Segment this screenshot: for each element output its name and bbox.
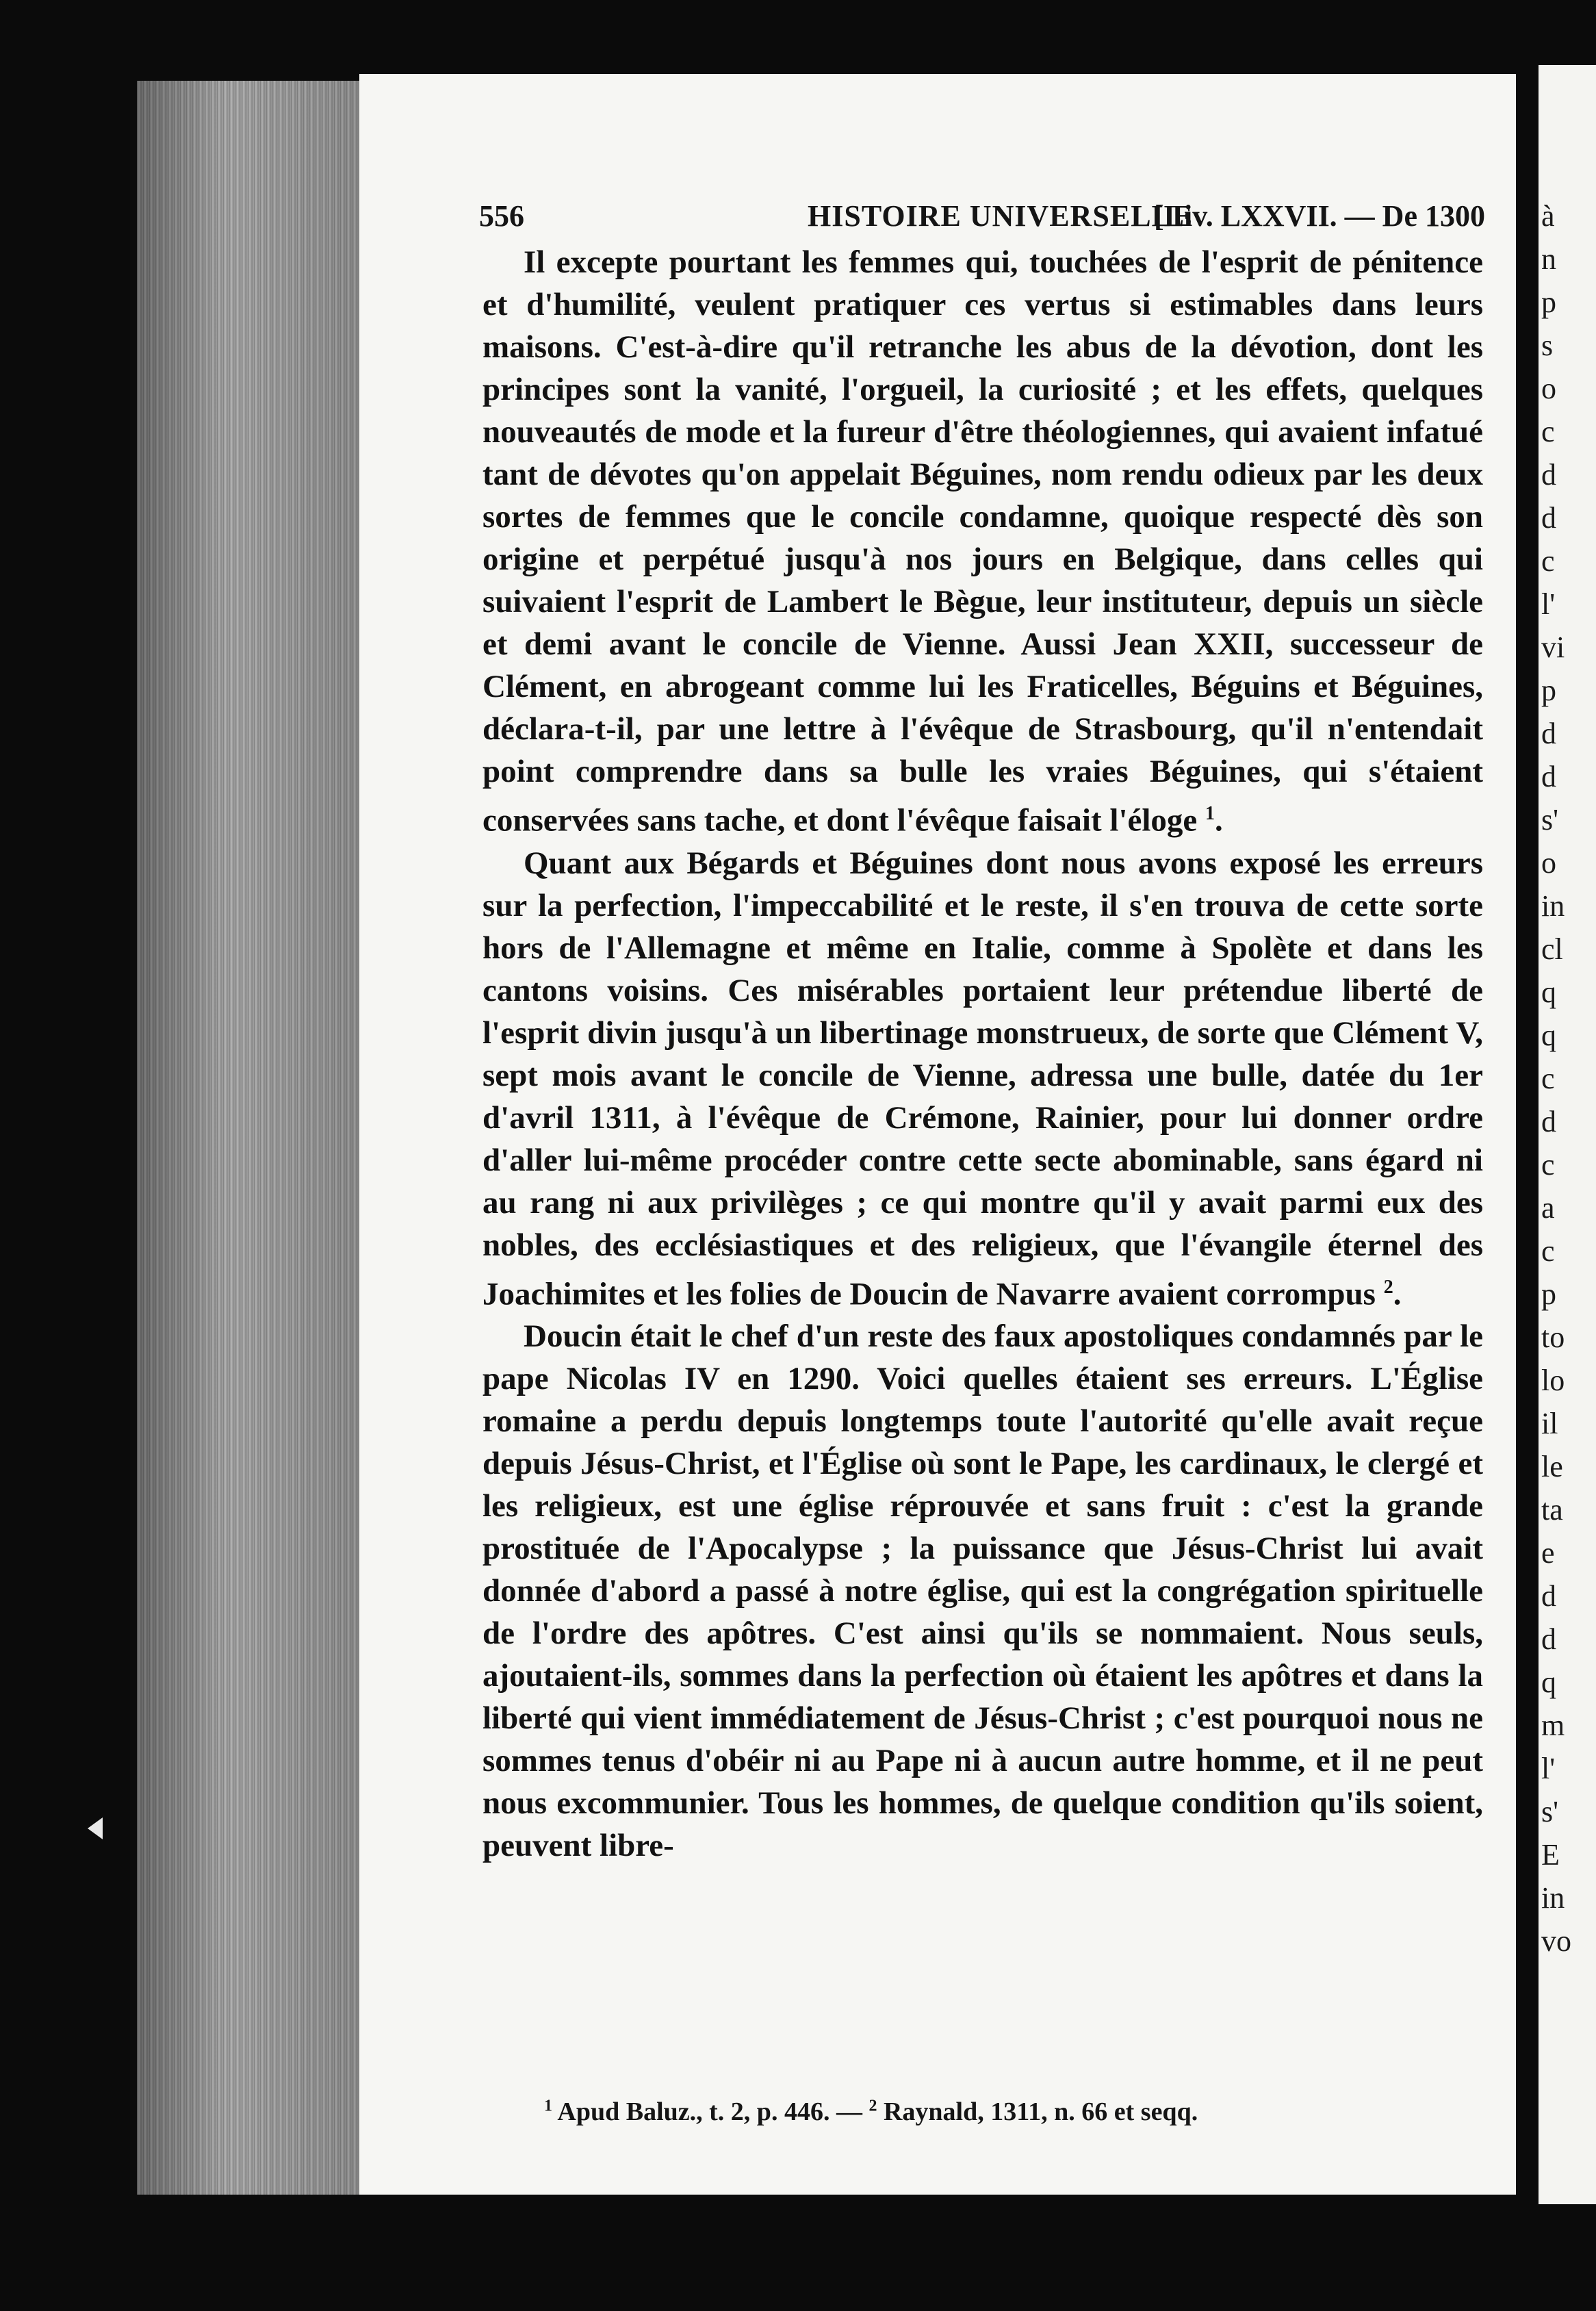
book-page [359,74,1516,2195]
adjacent-page-fragment-line: c [1541,1148,1555,1182]
adjacent-page-fragment-line: n [1541,242,1556,276]
adjacent-page-fragment-line: à [1541,199,1555,233]
adjacent-page-fragment-line: s [1541,329,1554,362]
page-number: 556 [479,199,524,233]
paragraph-1: Il excepte pourtant les femmes qui, touchées de l'esprit de pénitence et d'humilité, veulent pratiquer ces vertus si estimables dans leurs maisons. C'est-à-dire qu'il retranche les abus de la dévotion, dont les principes sont la vanité, l'orgueil, la curiosité ; et les effets, quelques nouveautés de mode et la fureur d'être théologiennes, qui avaient infatué tant de dévotes qu'on appelait Béguines, nom rendu odieux par les deux sortes de femmes que le concile condamne, quoique respecté dès son origine et perpétué jusqu'à nos jours en Belgique, dans celles qui suivaient l'esprit de Lambert le Bègue, leur instituteur, depuis un siècle et demi avant le concile de Vienne. Aussi Jean XXII, successeur de Clément, en abrogeant comme lui les Fraticelles, Béguins et Béguines, déclara-t-il, par une lettre à l'évêque de Strasbourg, qu'il n'entendait point comprendre dans sa bulle les vraies Béguines, qui s'étaient conservées sans tache, et dont l'évêque faisait l'éloge $^1$. [482,244,1483,839]
adjacent-page-fragment-line: c [1541,1234,1555,1268]
footnotes [544,2097,1489,2127]
adjacent-page-fragment-line: q [1541,975,1556,1009]
footnote-marker-2: 2 [868,2097,877,2115]
adjacent-page-fragment-line: il [1541,1407,1558,1440]
adjacent-page-fragment-line: le [1541,1450,1563,1483]
footnote-2: Raynald, 1311, n. 66 et seqq. [877,2097,1198,2126]
adjacent-page-fragment-line: vi [1541,630,1565,664]
adjacent-page-fragment-line: d [1541,717,1556,750]
adjacent-page-fragment-line: p [1541,285,1556,319]
section-reference: [Liv. LXXVII. — De 1300 [1153,199,1485,233]
adjacent-page-fragment-line: m [1541,1709,1565,1742]
body-text [482,241,1483,1867]
adjacent-page-fragment-line: q [1541,1665,1556,1699]
adjacent-page-fragment-line: s' [1541,803,1559,837]
adjacent-page-fragment-line: d [1541,1105,1556,1138]
adjacent-page-fragment-line: c [1541,1062,1555,1095]
footnote-1: Apud Baluz., t. 2, p. 446. — [552,2097,869,2126]
adjacent-page-fragment-line: in [1541,1881,1565,1915]
adjacent-page-fragment-line: l' [1541,587,1556,621]
adjacent-page-fragment-line: s' [1541,1795,1559,1828]
adjacent-page-fragment-line: d [1541,760,1556,793]
adjacent-page-fragment-line: d [1541,1579,1556,1613]
adjacent-page-fragment-line: a [1541,1191,1555,1225]
adjacent-page-fragment-line: e [1541,1536,1555,1570]
adjacent-page-fragment-line: E [1541,1838,1560,1872]
adjacent-page-fragment-line: vo [1541,1924,1571,1958]
adjacent-page-fragment-line: d [1541,1622,1556,1656]
adjacent-page-fragment-line: to [1541,1320,1565,1354]
adjacent-page-fragment-line: o [1541,372,1556,405]
adjacent-page-fragment-line: c [1541,415,1555,448]
paragraph-1-text: Il excepte pourtant les femmes qui, touchées de l'esprit de pénitence et d'humilité, veulent pratiquer ces vertus si estimables dans leurs maisons. C'est-à-dire qu'il retranche les abus de la dévotion, dont les principes sont la vanité, l'orgueil, la curiosité ; et les effets, quelques nouveautés de mode et la fureur d'être théologiennes, qui avaient infatué tant de dévotes qu'on appelait Béguines, nom rendu odieux par les deux sortes de femmes que le concile condamne, quoique respecté dès son origine et perpétué jusqu'à nos jours en Belgique, dans celles qui suivaient l'esprit de Lambert le Bègue, leur instituteur, depuis un siècle et demi avant le concile de Vienne. Aussi Jean XXII, successeur de Clément, en abrogeant comme lui les Fraticelles, Béguins et Béguines, déclara-t-il, par une lettre à l'évêque de Strasbourg, qu'il n'entendait point comprendre dans sa bulle les vraies Béguines, qui s'étaient conservées sans tache, et dont l'évêque faisait l'éloge [482,244,1483,839]
adjacent-page-fragment-line: o [1541,846,1556,880]
paragraph-3 [482,1315,1483,1867]
paragraph-3-text: Doucin était le chef d'un reste des faux apostoliques condamnés par le pape Nicolas IV en 1290. Voici quelles étaient ses erreurs. L'Église romaine a perdu depuis longtemps toute l'autorité qu'elle avait reçue depuis Jésus-Christ, et l'Église où sont le Pape, les cardinaux, le clergé et les religieux, est une église réprouvée et sans fruit : c'est la grande prostituée de l'Apocalypse ; la puissance que Jésus-Christ lui avait donnée d'abord a passé à notre église, qui est la congrégation spirituelle de l'ordre des apôtres. C'est ainsi qu'ils se nommaient. Nous seuls, ajoutaient-ils, sommes dans la perfection où étaient les apôtres et dans la liberté qui vient immédiatement de Jésus-Christ ; c'est pourquoi nous ne sommes tenus d'obéir ni au Pape ni à aucun autre homme, et il ne peut nous excommunier. Tous les hommes, de quelque condition qu'ils soient, peuvent libre- [482,1318,1483,1864]
page-marker-triangle-icon [88,1817,103,1839]
adjacent-page-fragment-line: p [1541,1277,1556,1311]
adjacent-page-fragment-line: q [1541,1019,1556,1052]
adjacent-page-fragment-line: c [1541,544,1555,578]
note-marker-1: 1 [1205,803,1215,824]
adjacent-page-fragment-line: d [1541,458,1556,491]
adjacent-page-fragment-line: ta [1541,1493,1563,1527]
running-title: HISTOIRE UNIVERSELLE [808,199,1194,233]
note-marker-2: 2 [1383,1276,1393,1298]
page-edge-shadow [137,81,363,2195]
adjacent-page-fragment-line: cl [1541,932,1563,966]
adjacent-page-fragment [1539,65,1596,2204]
paragraph-2-text: Quant aux Bégards et Béguines dont nous avons exposé les erreurs sur la perfection, l'impeccabilité et le reste, il s'en trouva de cette sorte hors de l'Allemagne et même en Italie, comme à Spolète et dans les cantons voisins. Ces misérables portaient leur prétendue liberté de l'esprit divin jusqu'à un libertinage monstrueux, de sorte que Clément V, sept mois avant le concile de Vienne, adressa une bulle, datée du 1er d'avril 1311, à l'évêque de Crémone, Rainier, pour lui donner ordre d'aller lui-même procéder contre cette secte abominable, sans égard ni au rang ni aux privilèges ; ce qui montre qu'il y avait parmi eux des nobles, des ecclésiastiques et des religieux, que l'évangile éternel des Joachimites et les folies de Doucin de Navarre avaient corrompus [482,845,1483,1312]
adjacent-page-fragment-line: p [1541,674,1556,707]
adjacent-page-fragment-line: lo [1541,1364,1565,1397]
footnote-marker-1: 1 [544,2097,552,2115]
paragraph-2: Quant aux Bégards et Béguines dont nous avons exposé les erreurs sur la perfection, l'impeccabilité et le reste, il s'en trouva de cette sorte hors de l'Allemagne et même en Italie, comme à Spolète et dans les cantons voisins. Ces misérables portaient leur prétendue liberté de l'esprit divin jusqu'à un libertinage monstrueux, de sorte que Clément V, sept mois avant le concile de Vienne, adressa une bulle, datée du 1er d'avril 1311, à l'évêque de Crémone, Rainier, pour lui donner ordre d'aller lui-même procéder contre cette secte abominable, sans égard ni au rang ni aux privilèges ; ce qui montre qu'il y avait parmi eux des nobles, des ecclésiastiques et des religieux, que l'évangile éternel des Joachimites et les folies de Doucin de Navarre avaient corrompus $^2$. [482,845,1483,1312]
adjacent-page-fragment-line: l' [1541,1752,1556,1785]
adjacent-page-fragment-line: d [1541,501,1556,535]
adjacent-page-fragment-line: in [1541,889,1565,923]
running-header [479,199,1485,240]
